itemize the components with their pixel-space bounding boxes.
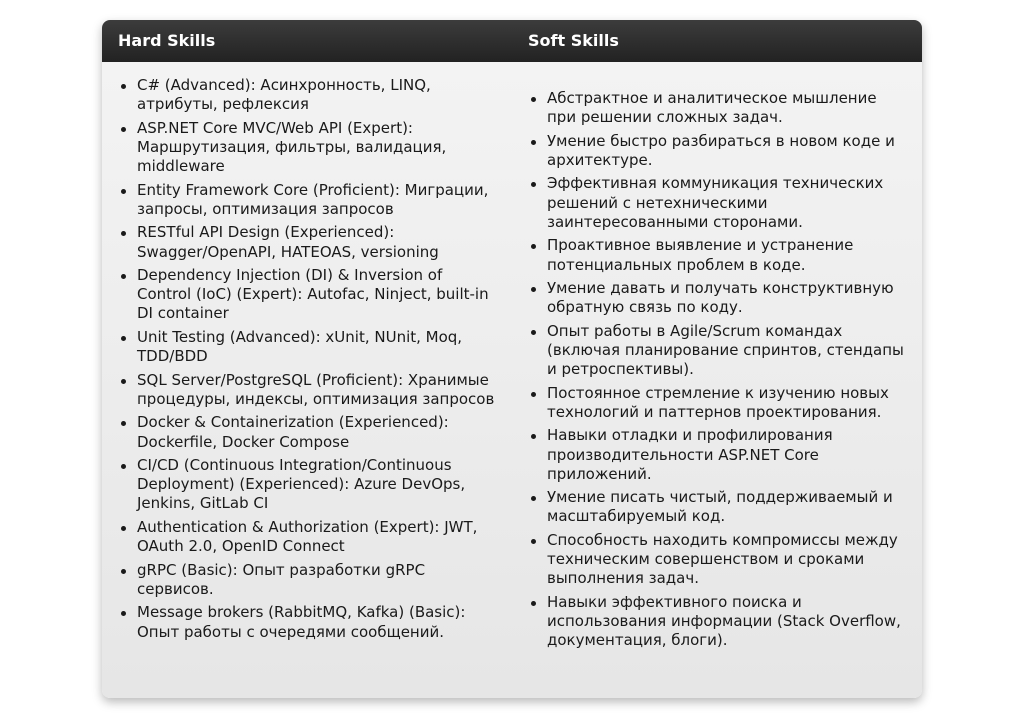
list-item: Навыки эффективного поиска и использования информации (Stack Overflow, документация, блоги).	[528, 593, 910, 651]
list-item: RESTful API Design (Experienced): Swagger/OpenAPI, HATEOAS, versioning	[118, 223, 498, 261]
list-item: Опыт работы в Agile/Scrum командах (включая планирование спринтов, стендапы и ретроспективы).	[528, 322, 910, 380]
list-item: Message brokers (RabbitMQ, Kafka) (Basic): Опыт работы с очередями сообщений.	[118, 603, 498, 641]
list-item: Умение писать чистый, поддерживаемый и масштабируемый код.	[528, 488, 910, 526]
list-item: Docker & Containerization (Experienced): Dockerfile, Docker Compose	[118, 413, 498, 451]
list-item: Entity Framework Core (Proficient): Миграции, запросы, оптимизация запросов	[118, 181, 498, 219]
list-item: Умение давать и получать конструктивную обратную связь по коду.	[528, 279, 910, 317]
list-item: CI/CD (Continuous Integration/Continuous Deployment) (Experienced): Azure DevOps, Jenkins, GitLab CI	[118, 456, 498, 514]
list-item: Unit Testing (Advanced): xUnit, NUnit, Moq, TDD/BDD	[118, 328, 498, 366]
list-item: ASP.NET Core MVC/Web API (Expert): Маршрутизация, фильтры, валидация, middleware	[118, 119, 498, 177]
list-item: Dependency Injection (DI) & Inversion of Control (IoC) (Expert): Autofac, Ninject, built-in DI container	[118, 266, 498, 324]
soft-skills-heading: Soft Skills	[528, 31, 619, 50]
soft-skills-list	[528, 89, 910, 655]
list-item: Authentication & Authorization (Expert): JWT, OAuth 2.0, OpenID Connect	[118, 518, 498, 556]
list-item: Эффективная коммуникация технических решений с нетехническими заинтересованными сторонами.	[528, 174, 910, 232]
hard-skills-heading: Hard Skills	[118, 31, 216, 50]
list-item: Способность находить компромиссы между техническим совершенством и сроками выполнения задач.	[528, 531, 910, 589]
list-item: Постоянное стремление к изучению новых технологий и паттернов проектирования.	[528, 384, 910, 422]
list-item: Абстрактное и аналитическое мышление при решении сложных задач.	[528, 89, 910, 127]
list-item: Проактивное выявление и устранение потенциальных проблем в коде.	[528, 236, 910, 274]
hard-skills-list	[118, 76, 498, 646]
list-item: C# (Advanced): Асинхронность, LINQ, атрибуты, рефлексия	[118, 76, 498, 114]
skills-table	[102, 20, 922, 698]
list-item: Навыки отладки и профилирования производительности ASP.NET Core приложений.	[528, 426, 910, 484]
list-item: SQL Server/PostgreSQL (Proficient): Хранимые процедуры, индексы, оптимизация запросов	[118, 371, 498, 409]
table-header	[102, 20, 922, 62]
list-item: Умение быстро разбираться в новом коде и архитектуре.	[528, 132, 910, 170]
list-item: gRPC (Basic): Опыт разработки gRPC сервисов.	[118, 561, 498, 599]
